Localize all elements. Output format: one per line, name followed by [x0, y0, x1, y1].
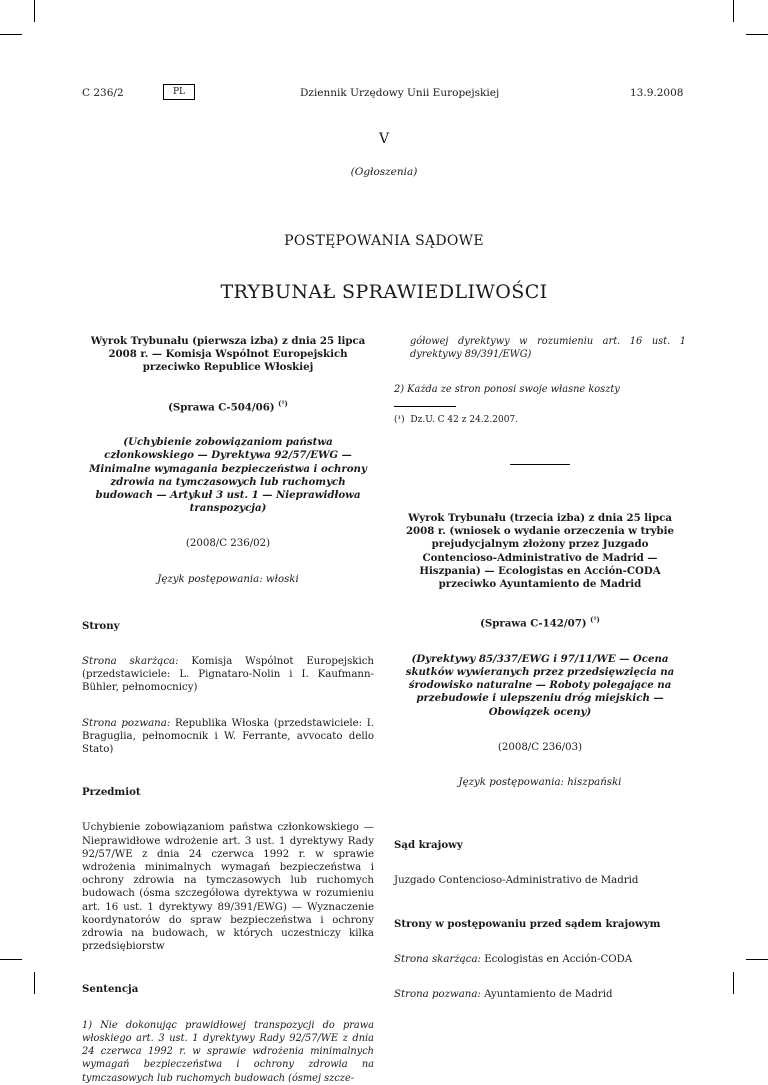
heading-proceedings: POSTĘPOWANIA SĄDOWE [284, 233, 484, 249]
applicant-label: Strona skarżąca: [82, 656, 179, 668]
applicant-text: Komisja Wspólnot Europejskich (przedstawiciele: L. Pignataro-Nolin i I. Kaufmann-Bühler, pełnomocnicy) [82, 656, 374, 694]
footnote [394, 414, 686, 427]
journal-title: Dziennik Urzędowy Unii Europejskiej [300, 87, 500, 99]
applicant [82, 655, 374, 695]
footnote-ref-2: (¹) [590, 615, 600, 625]
judgment-subject: (Uchybienie zobowiązaniom państwa członkowskiego — Dyrektywa 92/57/EWG — Minimalne wymagania bezpieczeństwa i ochrony zdrowia na tymczasowych lub ruchomych budowach — Artykuł 3 ust. 1 — Nieprawidłowa transpozycja) [89, 436, 367, 515]
applicant-text-2: Ecologistas en Acción-CODA [484, 953, 633, 965]
operative-heading: Sentencja [82, 983, 139, 996]
section-subtitle: (Ogłoszenia) [350, 166, 418, 178]
subject-text: Uchybienie zobowiązaniom państwa członkowskiego — Nieprawidłowe wdrożenie art. 3 ust. 1 dyrektywy Rady 92/57/WE z dnia 24 czerwca 1992 r. w sprawie wdrożenia minimalnych wymagań bezpieczeństwa i ochrony zdrowia na tymczasowych lub ruchomych budowach (ósma szczegółowa dyrektywa w rozumieniu art. 16 ust. 1 dyrektywy 89/391/EWG) — Wyznaczenie koordynatorów do spraw bezpieczeństwa i ochrony zdrowia na budowach, w których uczestniczy kilka przedsiębiorstw [82, 822, 374, 953]
language-of-case-2: Język postępowania: hiszpański [458, 777, 622, 789]
section-number: V [378, 131, 390, 147]
language-of-case: Język postępowania: włoski [157, 573, 299, 585]
heading-court: TRYBUNAŁ SPRAWIEDLIWOŚCI [220, 281, 548, 303]
crop-mark [0, 959, 22, 960]
footnote-rule [394, 406, 456, 407]
footnote-ref: (¹) [278, 398, 288, 408]
operative-part-1: 1) Nie dokonując prawidłowej transpozycji do prawa włoskiego art. 3 ust. 1 dyrektywy Rady 92/57/WE z dnia 24 czerwca 1992 r. w sprawie wdrożenia minimalnych wymagań bezpieczeństwa i ochrony zdrowia na tymczasowych lub ruchomych budowach (ósmej szcze- [82, 1019, 374, 1084]
applicant-label-2: Strona skarżąca: [394, 953, 481, 965]
court-heading: Sąd krajowy [394, 839, 463, 852]
judgment-title-2: Wyrok Trybunału (trzecia izba) z dnia 25 lipca 2008 r. (wniosek o wydanie orzeczenia w trybie prejudycjalnym złożony przez Juzgado Contencioso-Administrativo de Madrid — Hiszpania) — Ecologistas en Acción-CODA przeciwko Ayuntamiento de Madrid [405, 512, 675, 591]
operative-part-1-cont: gółowej dyrektywy w rozumieniu art. 16 ust. 1 dyrektywy 89/391/EWG) [410, 336, 686, 361]
operative-part-2: 2) Każda ze stron ponosi swoje własne koszty [394, 384, 620, 396]
language-box: PL [163, 84, 195, 100]
crop-mark [733, 972, 734, 994]
separator-rule [510, 464, 570, 465]
crop-mark [0, 34, 22, 35]
footnote-text: Dz.U. C 42 z 24.2.2007. [410, 415, 519, 425]
subject-heading: Przedmiot [82, 786, 141, 799]
oj-reference: (2008/C 236/02) [185, 538, 271, 550]
crop-mark [746, 34, 768, 35]
crop-mark [34, 0, 35, 22]
judgment-subject-2: (Dyrektywy 85/337/EWG i 97/11/WE — Ocena skutków wywieranych przez przedsięwzięcia na środowisko naturalne — Roboty polegające na przebudowie i ulepszeniu dróg miejskich — Obowiązek oceny) [405, 652, 675, 718]
footnote-mark: (¹) [394, 415, 405, 425]
left-column [82, 335, 374, 1085]
defendant-label-2: Strona pozwana: [394, 989, 481, 1001]
right-column [394, 335, 686, 397]
crop-mark [746, 959, 768, 960]
judgment-title: Wyrok Trybunału (pierwsza izba) z dnia 25 lipca 2008 r. — Komisja Wspólnot Europejskich przeciwko Republice Włoskiej [90, 335, 366, 374]
case-number [82, 397, 374, 415]
case-label-2: (Sprawa C-142/07) [480, 617, 587, 630]
case-label: (Sprawa C-504/06) [168, 401, 275, 413]
page-ref: C 236/2 [82, 87, 124, 99]
case-number-2 [394, 613, 686, 631]
oj-reference-2: (2008/C 236/03) [497, 741, 583, 753]
right-column-judgment [394, 512, 686, 1001]
issue-date: 13.9.2008 [630, 87, 684, 99]
applicant-2 [394, 953, 686, 966]
defendant-2 [394, 988, 686, 1001]
parties-heading-2: Strony w postępowaniu przed sądem krajowym [394, 917, 661, 930]
defendant [82, 717, 374, 757]
defendant-label: Strona pozwana: [82, 717, 171, 729]
parties-heading: Strony [82, 619, 120, 632]
national-court: Juzgado Contencioso-Administrativo de Madrid [394, 875, 639, 887]
defendant-text-2: Ayuntamiento de Madrid [484, 989, 613, 1001]
defendant-text: Republika Włoska (przedstawiciele: I. Braguglia, pełnomocnik i W. Ferrante, avvocato dello Stato) [82, 717, 374, 756]
crop-mark [733, 0, 734, 22]
crop-mark [34, 972, 35, 994]
